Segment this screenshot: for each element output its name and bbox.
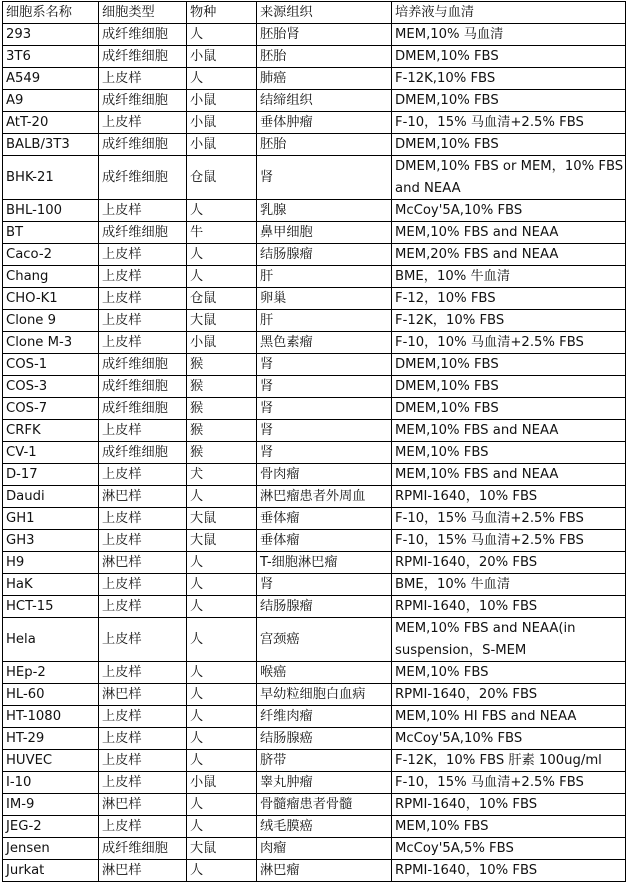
table-row — [3, 574, 626, 596]
cell-medium-serum: DMEM,10% FBS — [392, 134, 626, 156]
cell-source-tissue: 宫颈癌 — [257, 618, 392, 662]
cell-medium-serum: RPMI-1640，20% FBS — [392, 552, 626, 574]
cell-medium-serum: F-10，15% 马血清+2.5% FBS — [392, 530, 626, 552]
cell-cell-type: 成纤维细胞 — [99, 222, 187, 244]
cell-source-tissue: 鼻甲细胞 — [257, 222, 392, 244]
cell-cell-type: 成纤维细胞 — [99, 398, 187, 420]
cell-source-tissue: 淋巴瘤 — [257, 860, 392, 882]
cell-cell-line-name: BALB/3T3 — [3, 134, 99, 156]
cell-cell-line-name: Hela — [3, 618, 99, 662]
cell-source-tissue: 结肠腺瘤 — [257, 596, 392, 618]
cell-cell-line-name: Clone M-3 — [3, 332, 99, 354]
header-cell-type: 细胞类型 — [99, 2, 187, 24]
cell-species: 小鼠 — [187, 772, 257, 794]
cell-cell-type: 上皮样 — [99, 112, 187, 134]
cell-medium-serum: F-12K，10% FBS — [392, 310, 626, 332]
cell-medium-serum: BME，10% 牛血清 — [392, 574, 626, 596]
cell-source-tissue: 肝 — [257, 266, 392, 288]
table-row — [3, 728, 626, 750]
cell-species: 牛 — [187, 222, 257, 244]
cell-cell-type: 淋巴样 — [99, 860, 187, 882]
table-row — [3, 662, 626, 684]
table-row — [3, 552, 626, 574]
cell-cell-type: 上皮样 — [99, 288, 187, 310]
cell-cell-line-name: H9 — [3, 552, 99, 574]
cell-medium-serum: F-10，15% 马血清+2.5% FBS — [392, 508, 626, 530]
cell-cell-line-name: HL-60 — [3, 684, 99, 706]
table-row — [3, 618, 626, 662]
cell-species: 人 — [187, 486, 257, 508]
cell-species: 人 — [187, 662, 257, 684]
cell-cell-line-name: Chang — [3, 266, 99, 288]
cell-source-tissue: 肾 — [257, 376, 392, 398]
cell-medium-serum: MEM,10% FBS — [392, 662, 626, 684]
cell-medium-serum: MEM,10% FBS and NEAA(in suspension，S-MEM — [392, 618, 626, 662]
cell-source-tissue: 肉瘤 — [257, 838, 392, 860]
cell-cell-line-name: BHK-21 — [3, 156, 99, 200]
table-row — [3, 508, 626, 530]
cell-cell-line-name: 3T6 — [3, 46, 99, 68]
cell-cell-type: 上皮样 — [99, 618, 187, 662]
cell-medium-serum: F-12，10% FBS — [392, 288, 626, 310]
cell-cell-line-name: Daudi — [3, 486, 99, 508]
cell-cell-type: 成纤维细胞 — [99, 24, 187, 46]
cell-cell-line-name: A9 — [3, 90, 99, 112]
cell-source-tissue: 绒毛膜癌 — [257, 816, 392, 838]
table-header — [3, 2, 626, 24]
cell-cell-type: 上皮样 — [99, 706, 187, 728]
cell-medium-serum: DMEM,10% FBS — [392, 398, 626, 420]
cell-source-tissue: 纤维肉瘤 — [257, 706, 392, 728]
cell-cell-line-name: GH3 — [3, 530, 99, 552]
cell-cell-line-name: HCT-15 — [3, 596, 99, 618]
cell-cell-type: 上皮样 — [99, 750, 187, 772]
cell-species: 仓鼠 — [187, 288, 257, 310]
cell-medium-serum: DMEM,10% FBS — [392, 354, 626, 376]
cell-species: 小鼠 — [187, 332, 257, 354]
header-source-tissue: 来源组织 — [257, 2, 392, 24]
cell-species: 人 — [187, 794, 257, 816]
cell-cell-type: 成纤维细胞 — [99, 376, 187, 398]
cell-medium-serum: MEM,20% FBS and NEAA — [392, 244, 626, 266]
cell-medium-serum: F-10，10% 马血清+2.5% FBS — [392, 332, 626, 354]
cell-cell-line-name: COS-3 — [3, 376, 99, 398]
cell-cell-type: 上皮样 — [99, 816, 187, 838]
cell-species: 猴 — [187, 376, 257, 398]
cell-source-tissue: 喉癌 — [257, 662, 392, 684]
table-body — [3, 24, 626, 882]
cell-cell-line-name: 293 — [3, 24, 99, 46]
cell-medium-serum: RPMI-1640，20% FBS — [392, 684, 626, 706]
cell-species: 猴 — [187, 420, 257, 442]
table-row — [3, 684, 626, 706]
cell-source-tissue: 胚胎 — [257, 134, 392, 156]
cell-medium-serum: MEM,10% FBS and NEAA — [392, 464, 626, 486]
table-row — [3, 794, 626, 816]
cell-species: 人 — [187, 618, 257, 662]
cell-medium-serum: RPMI-1640，10% FBS — [392, 596, 626, 618]
cell-source-tissue: 骨肉瘤 — [257, 464, 392, 486]
table-row — [3, 398, 626, 420]
cell-cell-line-name: COS-7 — [3, 398, 99, 420]
table-row — [3, 838, 626, 860]
table-row — [3, 134, 626, 156]
cell-species: 人 — [187, 750, 257, 772]
cell-cell-line-name: AtT-20 — [3, 112, 99, 134]
header-row — [3, 2, 626, 24]
cell-species: 人 — [187, 574, 257, 596]
cell-cell-type: 成纤维细胞 — [99, 134, 187, 156]
cell-source-tissue: 脐带 — [257, 750, 392, 772]
cell-medium-serum: McCoy'5A,10% FBS — [392, 200, 626, 222]
cell-species: 人 — [187, 596, 257, 618]
cell-source-tissue: 结肠腺癌 — [257, 728, 392, 750]
cell-medium-serum: MEM,10% FBS — [392, 442, 626, 464]
table-row — [3, 442, 626, 464]
cell-species: 人 — [187, 244, 257, 266]
cell-cell-line-name: I-10 — [3, 772, 99, 794]
cell-cell-type: 上皮样 — [99, 574, 187, 596]
cell-cell-line-name: Jurkat — [3, 860, 99, 882]
cell-source-tissue: 淋巴瘤患者外周血 — [257, 486, 392, 508]
cell-medium-serum: DMEM,10% FBS or MEM，10% FBS and NEAA — [392, 156, 626, 200]
cell-species: 人 — [187, 68, 257, 90]
table-row — [3, 200, 626, 222]
header-species: 物种 — [187, 2, 257, 24]
cell-source-tissue: 结缔组织 — [257, 90, 392, 112]
cell-species: 猴 — [187, 354, 257, 376]
cell-cell-type: 上皮样 — [99, 530, 187, 552]
cell-cell-line-name: A549 — [3, 68, 99, 90]
cell-cell-line-name: HUVEC — [3, 750, 99, 772]
cell-source-tissue: 垂体瘤 — [257, 508, 392, 530]
cell-medium-serum: F-12K，10% FBS 肝素 100ug/ml — [392, 750, 626, 772]
table-row — [3, 90, 626, 112]
cell-source-tissue: 肾 — [257, 442, 392, 464]
cell-source-tissue: 胚胎 — [257, 46, 392, 68]
table-row — [3, 750, 626, 772]
cell-cell-line-name: CHO-K1 — [3, 288, 99, 310]
cell-cell-type: 成纤维细胞 — [99, 442, 187, 464]
cell-medium-serum: DMEM,10% FBS — [392, 90, 626, 112]
cell-species: 猴 — [187, 442, 257, 464]
cell-cell-line-name: Jensen — [3, 838, 99, 860]
cell-cell-type: 成纤维细胞 — [99, 354, 187, 376]
cell-source-tissue: 垂体瘤 — [257, 530, 392, 552]
cell-cell-type: 淋巴样 — [99, 794, 187, 816]
table-row — [3, 860, 626, 882]
table-row — [3, 310, 626, 332]
cell-species: 仓鼠 — [187, 156, 257, 200]
table-row — [3, 112, 626, 134]
cell-cell-type: 成纤维细胞 — [99, 46, 187, 68]
cell-medium-serum: McCoy'5A,5% FBS — [392, 838, 626, 860]
table-row — [3, 772, 626, 794]
cell-cell-line-name: HaK — [3, 574, 99, 596]
cell-cell-type: 上皮样 — [99, 508, 187, 530]
cell-medium-serum: BME，10% 牛血清 — [392, 266, 626, 288]
cell-source-tissue: 乳腺 — [257, 200, 392, 222]
cell-cell-type: 成纤维细胞 — [99, 156, 187, 200]
cell-cell-line-name: JEG-2 — [3, 816, 99, 838]
cell-cell-type: 上皮样 — [99, 662, 187, 684]
cell-cell-line-name: D-17 — [3, 464, 99, 486]
cell-cell-type: 上皮样 — [99, 464, 187, 486]
table-row — [3, 486, 626, 508]
cell-species: 小鼠 — [187, 134, 257, 156]
cell-species: 人 — [187, 816, 257, 838]
cell-source-tissue: 睾丸肿瘤 — [257, 772, 392, 794]
cell-cell-type: 上皮样 — [99, 266, 187, 288]
cell-source-tissue: 结肠腺瘤 — [257, 244, 392, 266]
cell-cell-line-name: COS-1 — [3, 354, 99, 376]
cell-cell-line-name: BT — [3, 222, 99, 244]
table-row — [3, 222, 626, 244]
table-row — [3, 596, 626, 618]
cell-cell-type: 上皮样 — [99, 244, 187, 266]
table-row — [3, 816, 626, 838]
cell-medium-serum: F-10，15% 马血清+2.5% FBS — [392, 112, 626, 134]
cell-source-tissue: 卵巢 — [257, 288, 392, 310]
cell-cell-type: 上皮样 — [99, 200, 187, 222]
cell-medium-serum: MEM,10% FBS and NEAA — [392, 222, 626, 244]
cell-cell-type: 上皮样 — [99, 772, 187, 794]
cell-cell-line-name: Clone 9 — [3, 310, 99, 332]
cell-cell-type: 上皮样 — [99, 332, 187, 354]
cell-species: 猴 — [187, 398, 257, 420]
cell-medium-serum: McCoy'5A,10% FBS — [392, 728, 626, 750]
cell-source-tissue: 肝 — [257, 310, 392, 332]
cell-species: 人 — [187, 552, 257, 574]
cell-species: 大鼠 — [187, 530, 257, 552]
table-row — [3, 266, 626, 288]
table-row — [3, 706, 626, 728]
table-row — [3, 24, 626, 46]
cell-medium-serum: RPMI-1640，10% FBS — [392, 860, 626, 882]
cell-species: 人 — [187, 24, 257, 46]
cell-cell-type: 上皮样 — [99, 68, 187, 90]
table-row — [3, 156, 626, 200]
cell-cell-type: 上皮样 — [99, 310, 187, 332]
cell-species: 人 — [187, 706, 257, 728]
table-row — [3, 376, 626, 398]
cell-source-tissue: 肾 — [257, 354, 392, 376]
cell-medium-serum: RPMI-1640，10% FBS — [392, 486, 626, 508]
cell-source-tissue: 垂体肿瘤 — [257, 112, 392, 134]
cell-medium-serum: MEM,10% 马血清 — [392, 24, 626, 46]
cell-cell-line-name: HEp-2 — [3, 662, 99, 684]
cell-cell-type: 上皮样 — [99, 728, 187, 750]
cell-cell-line-name: CV-1 — [3, 442, 99, 464]
table-row — [3, 420, 626, 442]
cell-medium-serum: RPMI-1640，10% FBS — [392, 794, 626, 816]
table-row — [3, 288, 626, 310]
cell-species: 人 — [187, 860, 257, 882]
cell-cell-line-name: CRFK — [3, 420, 99, 442]
cell-species: 小鼠 — [187, 90, 257, 112]
cell-source-tissue: 肾 — [257, 156, 392, 200]
cell-cell-line-name: GH1 — [3, 508, 99, 530]
table-row — [3, 530, 626, 552]
cell-cell-type: 成纤维细胞 — [99, 90, 187, 112]
cell-species: 大鼠 — [187, 310, 257, 332]
cell-source-tissue: 骨髓瘤患者骨髓 — [257, 794, 392, 816]
cell-medium-serum: DMEM,10% FBS — [392, 376, 626, 398]
cell-cell-line-name: HT-1080 — [3, 706, 99, 728]
header-cell-line-name: 细胞系名称 — [3, 2, 99, 24]
cell-source-tissue: 黑色素瘤 — [257, 332, 392, 354]
cell-cell-type: 上皮样 — [99, 596, 187, 618]
cell-cell-type: 淋巴样 — [99, 486, 187, 508]
cell-species: 人 — [187, 684, 257, 706]
table-row — [3, 464, 626, 486]
cell-medium-serum: MEM,10% FBS and NEAA — [392, 420, 626, 442]
cell-species: 人 — [187, 728, 257, 750]
cell-source-tissue: T-细胞淋巴瘤 — [257, 552, 392, 574]
cell-medium-serum: F-10，15% 马血清+2.5% FBS — [392, 772, 626, 794]
cell-species: 人 — [187, 200, 257, 222]
cell-medium-serum: DMEM,10% FBS — [392, 46, 626, 68]
cell-species: 小鼠 — [187, 112, 257, 134]
table-row — [3, 354, 626, 376]
cell-medium-serum: MEM,10% HI FBS and NEAA — [392, 706, 626, 728]
cell-source-tissue: 肾 — [257, 398, 392, 420]
cell-line-table — [2, 1, 626, 882]
header-medium-serum: 培养液与血清 — [392, 2, 626, 24]
cell-source-tissue: 肾 — [257, 574, 392, 596]
cell-cell-line-name: IM-9 — [3, 794, 99, 816]
cell-medium-serum: MEM,10% FBS — [392, 816, 626, 838]
cell-species: 犬 — [187, 464, 257, 486]
cell-species: 人 — [187, 266, 257, 288]
table-row — [3, 244, 626, 266]
cell-cell-type: 上皮样 — [99, 420, 187, 442]
table-row — [3, 46, 626, 68]
cell-cell-type: 淋巴样 — [99, 684, 187, 706]
cell-source-tissue: 胚胎肾 — [257, 24, 392, 46]
cell-cell-type: 淋巴样 — [99, 552, 187, 574]
cell-medium-serum: F-12K,10% FBS — [392, 68, 626, 90]
table-row — [3, 332, 626, 354]
cell-source-tissue: 肺癌 — [257, 68, 392, 90]
cell-species: 大鼠 — [187, 838, 257, 860]
cell-source-tissue: 肾 — [257, 420, 392, 442]
cell-cell-line-name: BHL-100 — [3, 200, 99, 222]
table-wrapper — [2, 1, 626, 882]
table-row — [3, 68, 626, 90]
cell-cell-line-name: Caco-2 — [3, 244, 99, 266]
cell-cell-type: 成纤维细胞 — [99, 838, 187, 860]
cell-species: 小鼠 — [187, 46, 257, 68]
cell-cell-line-name: HT-29 — [3, 728, 99, 750]
cell-species: 大鼠 — [187, 508, 257, 530]
cell-source-tissue: 早幼粒细胞白血病 — [257, 684, 392, 706]
